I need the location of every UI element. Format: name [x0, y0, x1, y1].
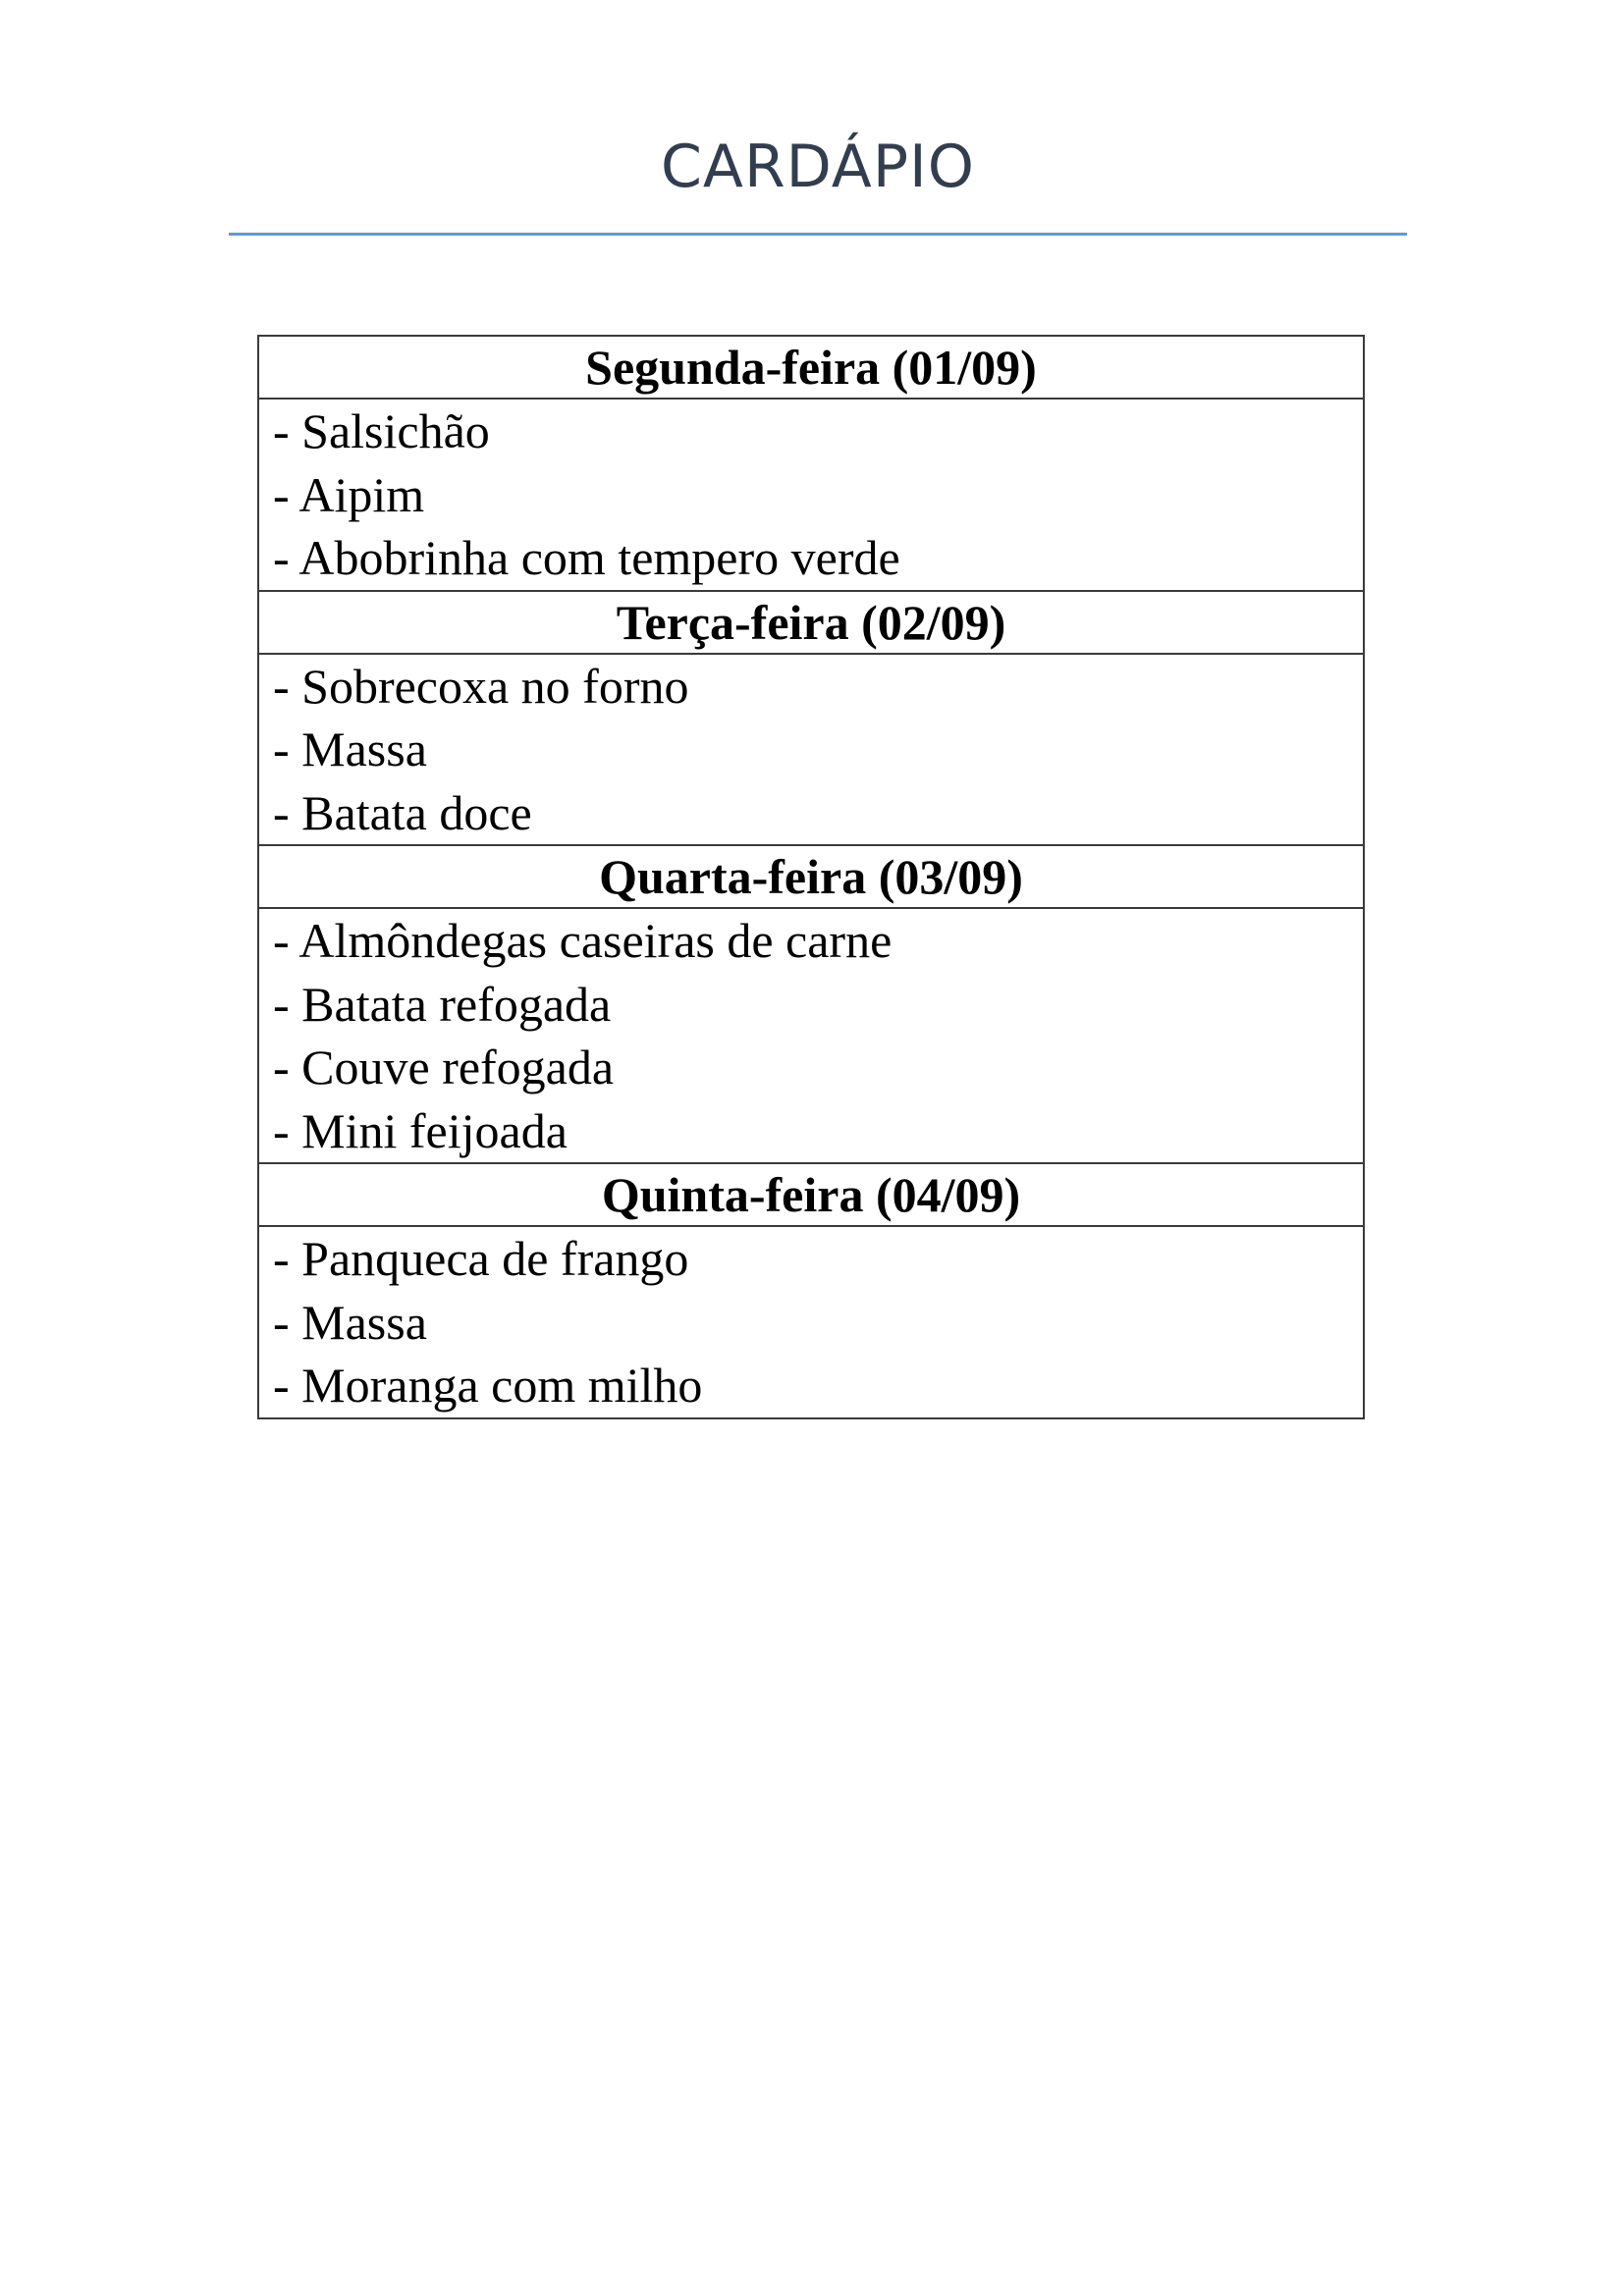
menu-item: - Almôndegas caseiras de carne — [273, 913, 893, 968]
menu-item: - Batata doce — [273, 784, 532, 840]
menu-item: - Mini feijoada — [273, 1102, 568, 1158]
title-underline — [229, 233, 1407, 236]
day-items-row — [258, 1226, 1364, 1418]
day-header-row — [258, 336, 1364, 399]
day-items-cell — [258, 908, 1364, 1163]
day-heading: Quinta-feira (04/09) — [258, 1163, 1364, 1226]
menu-item: - Massa — [273, 721, 427, 776]
day-heading: Segunda-feira (01/09) — [258, 336, 1364, 399]
menu-table — [257, 335, 1365, 1419]
menu-item: - Panqueca de frango — [273, 1231, 689, 1286]
day-items-row — [258, 908, 1364, 1163]
menu-item: - Sobrecoxa no forno — [273, 658, 689, 714]
page-title: CARDÁPIO — [661, 133, 975, 201]
day-header-row — [258, 1163, 1364, 1226]
day-items-row — [258, 399, 1364, 591]
day-items-cell — [258, 654, 1364, 846]
day-header-row — [258, 845, 1364, 908]
menu-item: - Salsichão — [273, 403, 490, 458]
day-heading: Terça-feira (02/09) — [258, 591, 1364, 654]
menu-item: - Couve refogada — [273, 1040, 615, 1095]
day-header-row — [258, 591, 1364, 654]
menu-item: - Abobrinha com tempero verde — [273, 530, 900, 585]
day-heading: Quarta-feira (03/09) — [258, 845, 1364, 908]
menu-item: - Batata refogada — [273, 976, 612, 1032]
menu-item: - Aipim — [273, 466, 425, 522]
day-items-row — [258, 654, 1364, 846]
menu-item: - Massa — [273, 1294, 427, 1350]
day-items-cell — [258, 1226, 1364, 1418]
day-items-cell — [258, 399, 1364, 591]
menu-item: - Moranga com milho — [273, 1358, 703, 1413]
